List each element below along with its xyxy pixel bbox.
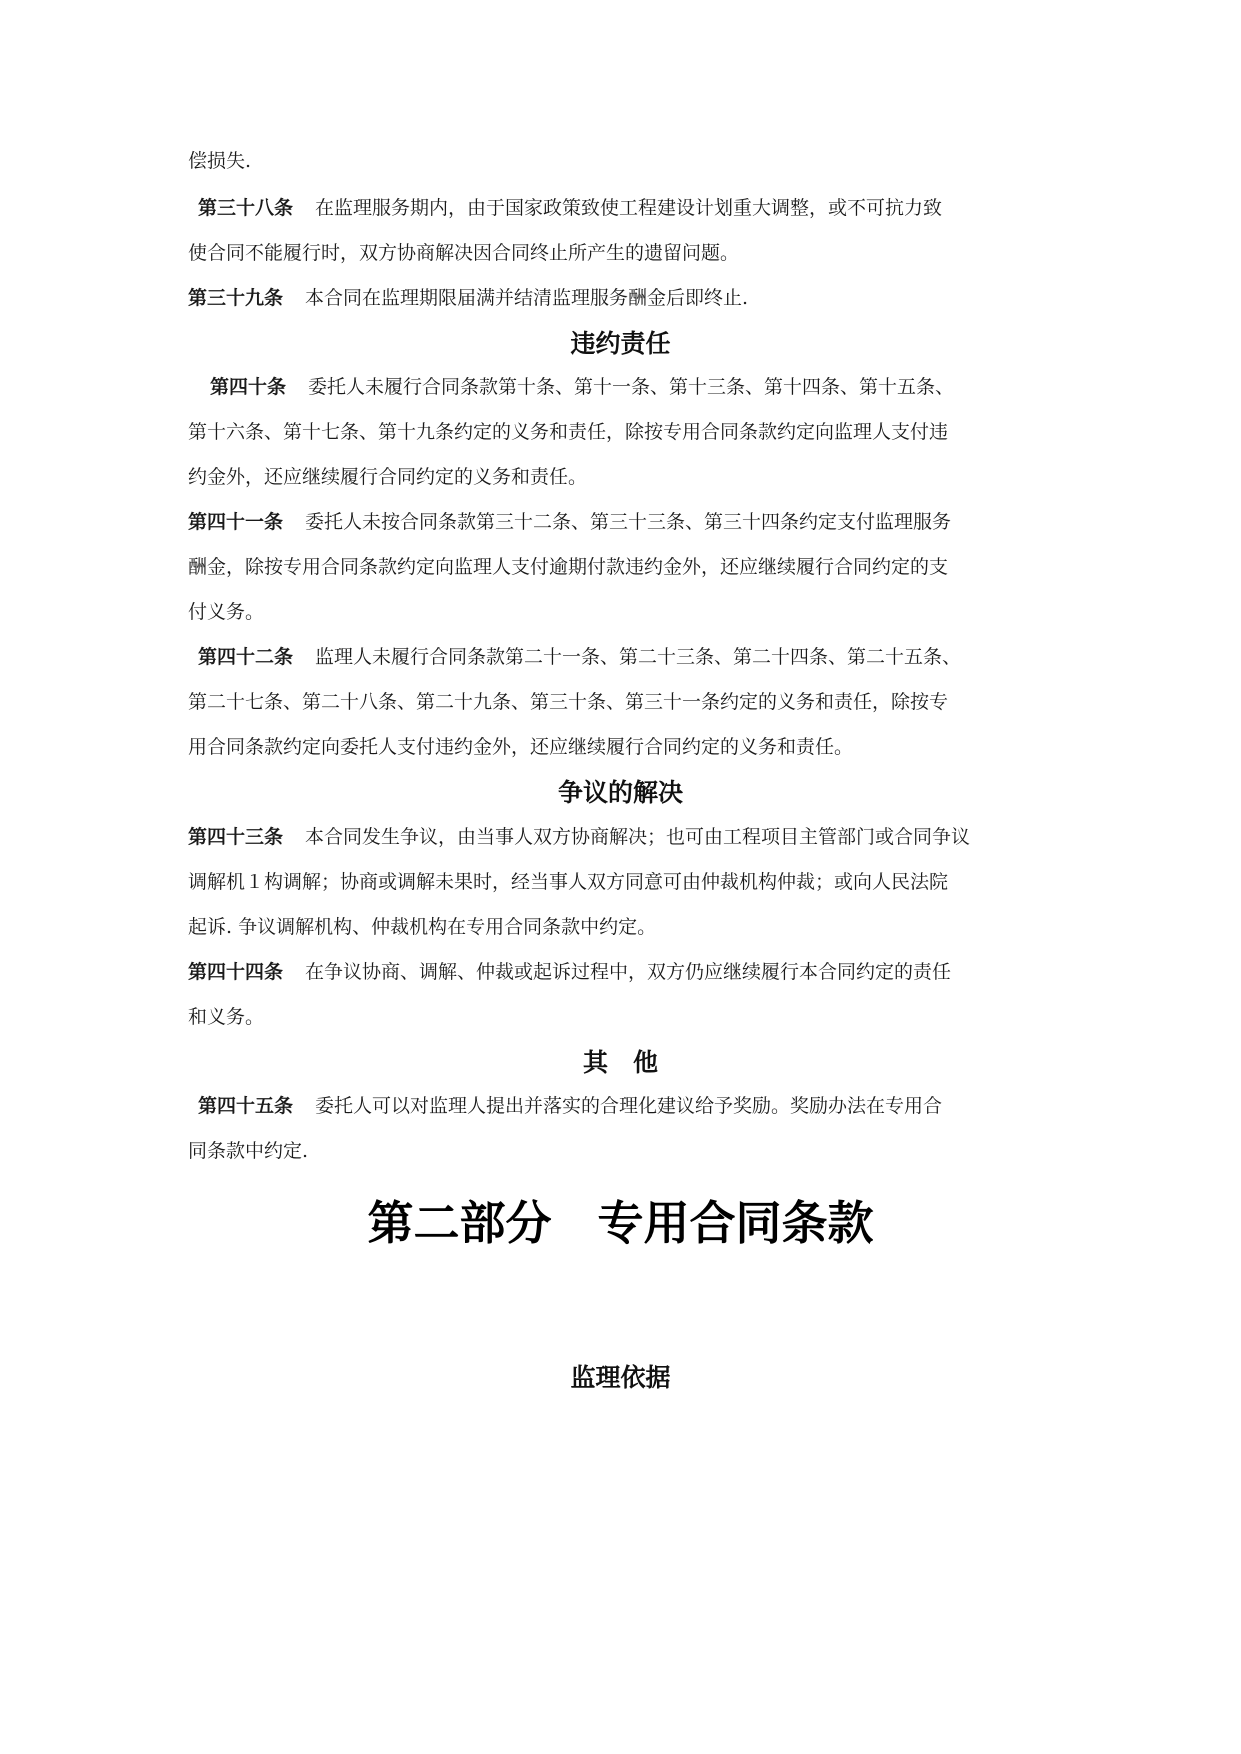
article-42-number: 第四十二条 bbox=[198, 646, 294, 668]
article-45-number: 第四十五条 bbox=[198, 1095, 294, 1117]
article-39-line-1 bbox=[188, 289, 748, 308]
article-40-line-1 bbox=[210, 378, 954, 397]
section-heading-dispute: 争议的解决 bbox=[557, 778, 683, 807]
article-44-line-2: 和义务。 bbox=[188, 1006, 265, 1028]
article-37-tail: 偿损失. bbox=[188, 150, 252, 172]
article-41-text-1: 委托人未按合同条款第三十二条、第三十三条、第三十四条约定支付监理服务 bbox=[305, 511, 952, 533]
article-40-line-2: 第十六条、第十七条、第十九条约定的义务和责任，除按专用合同条款约定向监理人支付违 bbox=[188, 421, 949, 443]
article-44-text-1: 在争议协商、调解、仲裁或起诉过程中，双方仍应继续履行本合同约定的责任 bbox=[305, 961, 952, 983]
article-45-text-1: 委托人可以对监理人提出并落实的合理化建议给予奖励。奖励办法在专用合 bbox=[315, 1095, 943, 1117]
section-heading-basis: 监理依据 bbox=[570, 1363, 671, 1392]
part-two-title: 第二部分 专用合同条款 bbox=[367, 1196, 874, 1250]
article-43-line-2: 调解机１构调解；协商或调解未果时，经当事人双方同意可由仲裁机构仲裁；或向人民法院 bbox=[188, 871, 949, 893]
article-43-number: 第四十三条 bbox=[188, 826, 284, 848]
article-45-line-2: 同条款中约定. bbox=[188, 1140, 309, 1162]
article-39-text-1: 本合同在监理期限届满并结清监理服务酬金后即终止. bbox=[305, 287, 749, 309]
article-42-line-2: 第二十七条、第二十八条、第二十九条、第三十条、第三十一条约定的义务和责任，除按专 bbox=[188, 691, 949, 713]
article-42-line-1 bbox=[198, 648, 961, 667]
article-43-line-3: 起诉. 争议调解机构、仲裁机构在专用合同条款中约定。 bbox=[188, 916, 657, 938]
article-42-line-3: 用合同条款约定向委托人支付违约金外，还应继续履行合同约定的义务和责任。 bbox=[188, 736, 854, 758]
article-41-line-3: 付义务。 bbox=[188, 601, 265, 623]
section-heading-other: 其 他 bbox=[582, 1048, 658, 1077]
article-40-line-3: 约金外，还应继续履行合同约定的义务和责任。 bbox=[188, 466, 588, 488]
article-41-number: 第四十一条 bbox=[188, 511, 284, 533]
article-44-line-1 bbox=[188, 963, 951, 982]
article-38-line-1 bbox=[198, 199, 942, 218]
article-38-number: 第三十八条 bbox=[198, 197, 294, 219]
article-45-line-1 bbox=[198, 1097, 942, 1116]
article-38-text-1: 在监理服务期内，由于国家政策致使工程建设计划重大调整，或不可抗力致 bbox=[315, 197, 943, 219]
section-heading-breach: 违约责任 bbox=[570, 329, 671, 358]
article-39-number: 第三十九条 bbox=[188, 287, 284, 309]
article-41-line-2: 酬金，除按专用合同条款约定向监理人支付逾期付款违约金外，还应继续履行合同约定的支 bbox=[188, 556, 949, 578]
article-44-number: 第四十四条 bbox=[188, 961, 284, 983]
article-40-text-1: 委托人未履行合同条款第十条、第十一条、第十三条、第十四条、第十五条、 bbox=[308, 376, 955, 398]
article-43-text-1: 本合同发生争议，由当事人双方协商解决；也可由工程项目主管部门或合同争议 bbox=[305, 826, 971, 848]
article-41-line-1 bbox=[188, 513, 951, 532]
article-40-number: 第四十条 bbox=[210, 376, 287, 398]
article-42-text-1: 监理人未履行合同条款第二十一条、第二十三条、第二十四条、第二十五条、 bbox=[315, 646, 962, 668]
article-38-line-2: 使合同不能履行时，双方协商解决因合同终止所产生的遗留问题。 bbox=[188, 242, 740, 264]
article-43-line-1 bbox=[188, 828, 970, 847]
